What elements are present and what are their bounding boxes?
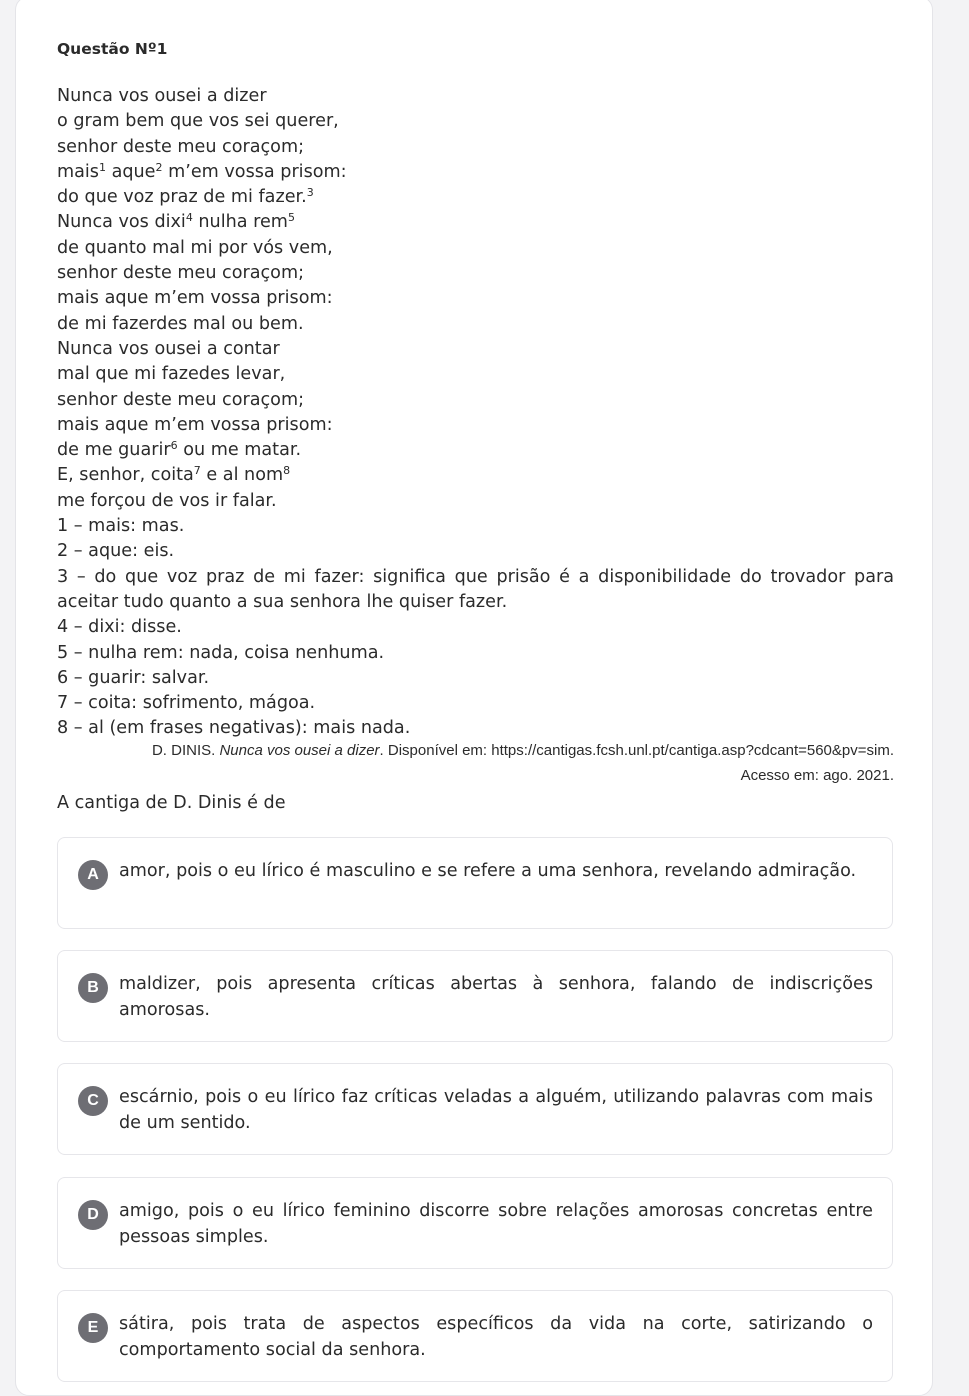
poem-word: ou me matar. — [177, 440, 302, 461]
question-card — [15, 0, 933, 1396]
poem-word: mais — [57, 161, 99, 182]
option-text: amigo, pois o eu lírico feminino discorre sobre relações amorosas concretas entre pessoas simples. — [119, 1201, 873, 1247]
footnote: 4 – dixi: disse. — [57, 617, 182, 638]
footnote-marker: 1 — [98, 160, 106, 174]
option-letter-badge: E — [78, 1313, 108, 1343]
footnote-marker: 7 — [193, 464, 201, 478]
answer-option-c[interactable] — [57, 1063, 893, 1155]
poem-line: senhor deste meu coraçom; — [57, 136, 305, 157]
footnote-marker: 6 — [170, 439, 178, 453]
poem-line: senhor deste meu coraçom; — [57, 389, 305, 410]
option-text: amor, pois o eu lírico é masculino e se refere a uma senhora, revelando admiração. — [119, 861, 857, 881]
citation-line — [57, 738, 894, 763]
poem-word: nulha rem — [192, 212, 288, 233]
poem-line: me forçou de vos ir falar. — [57, 490, 277, 511]
footnote: 6 – guarir: salvar. — [57, 667, 210, 688]
poem-word: E, senhor, coita — [57, 465, 194, 486]
poem-word: m’em vossa prisom: — [162, 161, 347, 182]
option-text: maldizer, pois apresenta críticas abertas à senhora, falando de indiscrições amorosas. — [119, 974, 873, 1020]
poem-line — [57, 210, 894, 235]
footnote-marker: 2 — [155, 160, 163, 174]
poem-line: senhor deste meu coraçom; — [57, 263, 305, 284]
footnote-marker: 5 — [287, 211, 295, 225]
answer-option-e[interactable] — [57, 1290, 893, 1382]
citation-url: . Disponível em: https://cantigas.fcsh.unl.pt/cantiga.asp?cdcant=560&pv=sim. — [379, 742, 894, 759]
poem-line: mal que mi fazedes levar, — [57, 364, 286, 385]
poem-line: mais aque m’em vossa prisom: — [57, 288, 333, 309]
poem-line: de mi fazerdes mal ou bem. — [57, 313, 304, 334]
poem-line — [57, 438, 894, 463]
footnote: 1 – mais: mas. — [57, 516, 185, 537]
option-letter-badge: B — [78, 973, 108, 1003]
citation-access: Acesso em: ago. 2021. — [740, 767, 894, 784]
footnote: 5 – nulha rem: nada, coisa nenhuma. — [57, 642, 385, 663]
answer-option-b[interactable] — [57, 950, 893, 1042]
footnote-marker: 3 — [306, 186, 314, 200]
option-text: escárnio, pois o eu lírico faz críticas veladas a alguém, utilizando palavras com mais de um sentido. — [119, 1087, 873, 1133]
option-letter-badge: D — [78, 1200, 108, 1230]
footnote: 2 – aque: eis. — [57, 541, 175, 562]
poem-word: Nunca vos dixi — [57, 212, 186, 233]
question-title: Questão Nº1 — [57, 40, 168, 58]
poem-line: de quanto mal mi por vós vem, — [57, 237, 333, 258]
poem-line — [57, 185, 894, 210]
poem-word: aque — [105, 161, 156, 182]
answer-option-a[interactable] — [57, 837, 893, 929]
poem-line: o gram bem que vos sei querer, — [57, 111, 339, 132]
citation-author: D. DINIS. — [151, 742, 220, 759]
footnote: 7 – coita: sofrimento, mágoa. — [57, 693, 316, 714]
footnote-marker: 8 — [283, 464, 291, 478]
poem-line — [57, 160, 894, 185]
option-letter-badge: A — [78, 860, 108, 890]
poem-line: Nunca vos ousei a dizer — [57, 86, 267, 106]
source-citation — [57, 738, 894, 788]
question-stem: A cantiga de D. Dinis é de — [57, 793, 286, 813]
footnote: 8 – al (em frases negativas): mais nada. — [57, 718, 411, 739]
poem-line: Nunca vos ousei a contar — [57, 338, 280, 359]
poem-word: do que voz praz de mi fazer. — [57, 187, 307, 208]
poem-word: de me guarir — [57, 440, 171, 461]
footnote-marker: 4 — [185, 211, 193, 225]
citation-work: Nunca vos ousei a dizer — [219, 742, 380, 759]
poem-text — [57, 84, 894, 742]
poem-line: mais aque m’em vossa prisom: — [57, 414, 333, 435]
option-letter-badge: C — [78, 1086, 108, 1116]
option-text: sátira, pois trata de aspectos específicos da vida na corte, satirizando o comportamento social da senhora. — [119, 1314, 873, 1360]
poem-line — [57, 463, 894, 488]
footnote: 3 – do que voz praz de mi fazer: significa que prisão é a disponibilidade do trovador para aceitar tudo quanto a sua senhora lhe quiser fazer. — [57, 566, 894, 612]
answer-option-d[interactable] — [57, 1177, 893, 1269]
poem-word: e al nom — [200, 465, 284, 486]
